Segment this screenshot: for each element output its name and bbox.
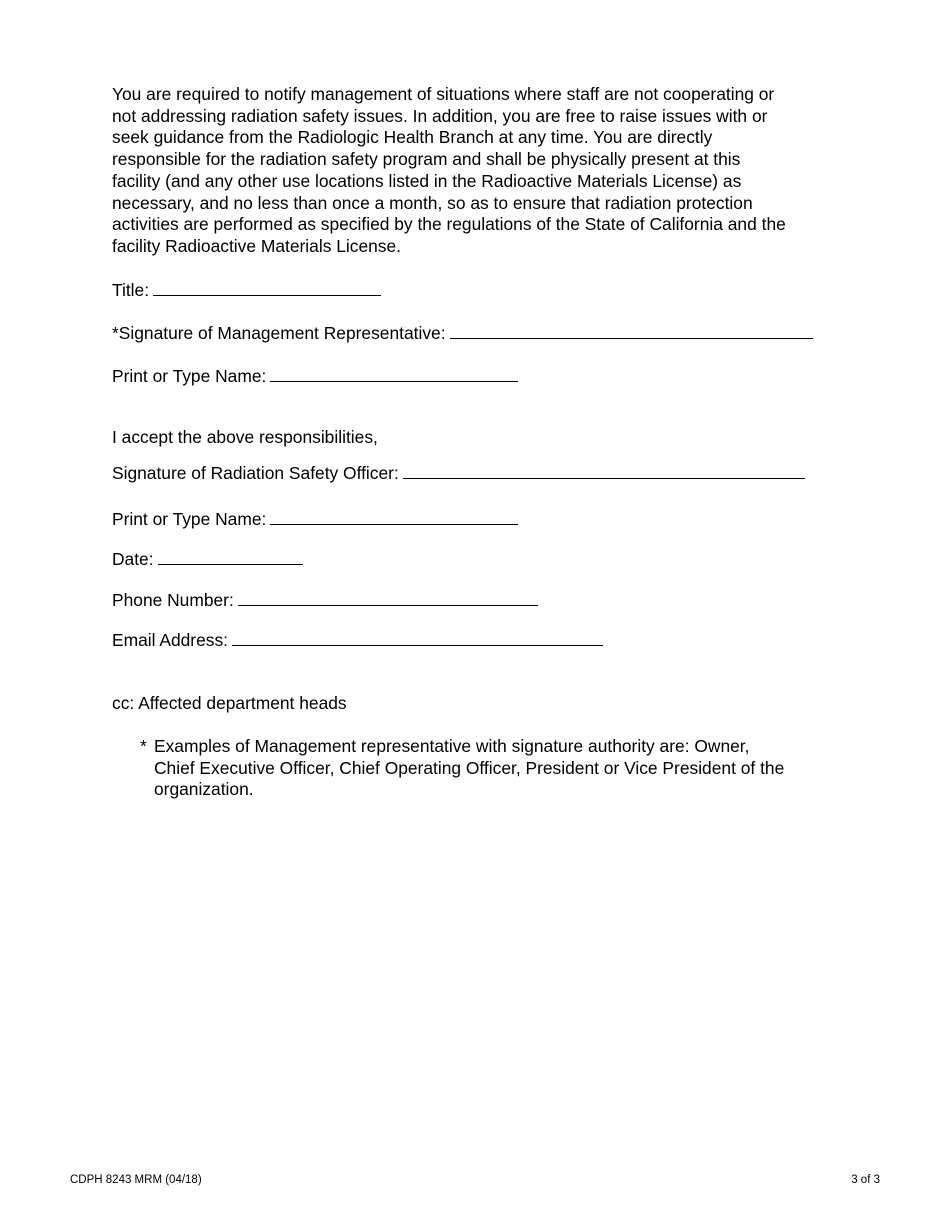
footer-page-number: 3 of 3 xyxy=(851,1174,880,1186)
accept-statement xyxy=(112,427,378,449)
management-signature-blank[interactable] xyxy=(450,323,813,339)
management-signature-label: *Signature of Management Representative: xyxy=(112,323,446,343)
intro-line: facility (and any other use locations listed in the Radioactive Materials License) as xyxy=(112,170,742,191)
intro-paragraph xyxy=(112,84,786,258)
management-print-name-label: Print or Type Name: xyxy=(112,366,267,386)
email-field xyxy=(112,630,603,652)
management-print-name-blank[interactable] xyxy=(270,366,518,382)
accept-text: I accept the above responsibilities, xyxy=(112,427,378,447)
title-field xyxy=(112,280,381,302)
intro-line: activities are performed as specified by the regulations of the State of California and the xyxy=(112,214,786,235)
intro-line: responsible for the radiation safety program and shall be physically present at this xyxy=(112,149,741,170)
footnote-line: Chief Executive Officer, Chief Operating Officer, President or Vice President of the xyxy=(154,757,785,778)
date-field xyxy=(112,549,303,571)
phone-label: Phone Number: xyxy=(112,590,234,610)
cc-text: cc: Affected department heads xyxy=(112,693,347,713)
management-signature-field xyxy=(112,323,813,345)
intro-line: seek guidance from the Radiologic Health Branch at any time. You are directly xyxy=(112,127,713,148)
date-blank[interactable] xyxy=(158,549,303,565)
rso-print-name-field xyxy=(112,509,518,531)
rso-signature-blank[interactable] xyxy=(403,463,805,479)
intro-line: necessary, and no less than once a month, so as to ensure that radiation protection xyxy=(112,192,753,213)
footnote-line: organization. xyxy=(154,779,254,800)
footnote-line: Examples of Management representative with signature authority are: Owner, xyxy=(154,736,750,756)
intro-line: not addressing radiation safety issues. In addition, you are free to raise issues with or xyxy=(112,105,768,126)
rso-print-name-blank[interactable] xyxy=(270,509,518,525)
intro-line: facility Radioactive Materials License. xyxy=(112,235,402,256)
rso-signature-label: Signature of Radiation Safety Officer: xyxy=(112,463,399,483)
phone-field xyxy=(112,590,538,612)
management-print-name-field xyxy=(112,366,518,388)
footer-form-id: CDPH 8243 MRM (04/18) xyxy=(70,1174,202,1186)
email-blank[interactable] xyxy=(232,630,603,646)
footnote-marker: * xyxy=(140,736,147,756)
intro-line: You are required to notify management of situations where staff are not cooperating or xyxy=(112,84,775,104)
rso-print-name-label: Print or Type Name: xyxy=(112,509,267,529)
email-label: Email Address: xyxy=(112,630,228,650)
title-blank[interactable] xyxy=(153,280,381,296)
title-label: Title: xyxy=(112,280,150,300)
rso-signature-field xyxy=(112,463,805,485)
footnote-body xyxy=(154,736,854,801)
date-label: Date: xyxy=(112,549,154,569)
cc-line xyxy=(112,693,347,715)
phone-blank[interactable] xyxy=(238,590,538,606)
